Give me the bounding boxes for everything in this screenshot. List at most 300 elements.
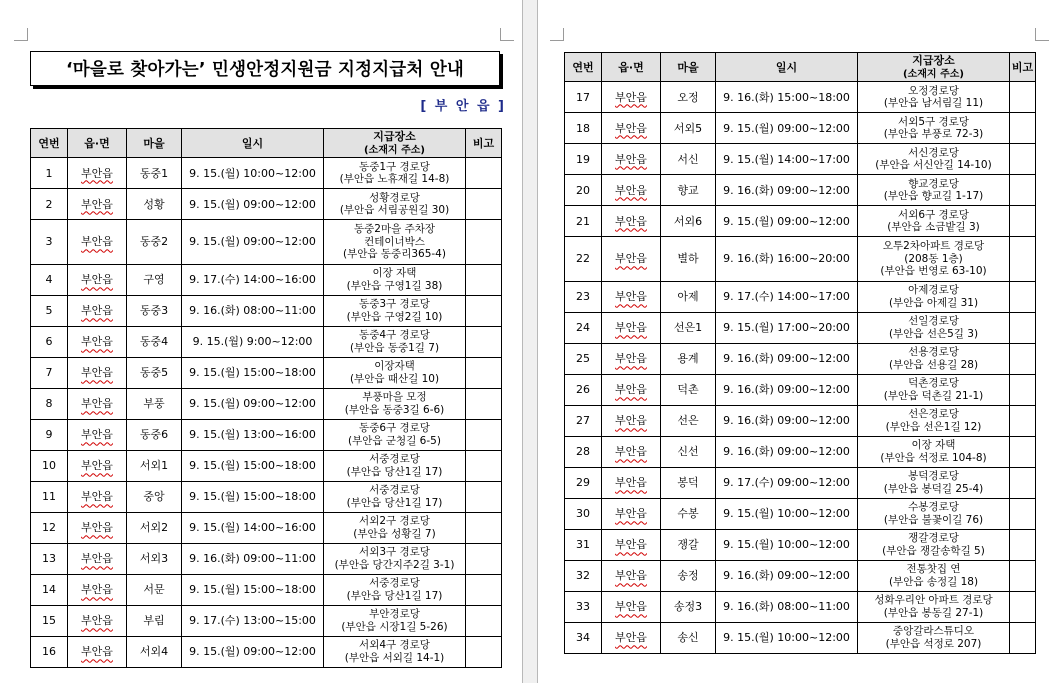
cell-place	[858, 237, 1010, 282]
cell-town-text: 부안읍	[81, 366, 113, 380]
cell-village	[127, 512, 182, 543]
cell-place	[324, 326, 466, 357]
cell-no-text: 8	[45, 397, 53, 411]
cell-no	[31, 605, 68, 636]
cell-datetime-text: 9. 15.(월) 9:00~12:00	[192, 335, 313, 349]
cell-place	[858, 113, 1010, 144]
cell-no-text: 25	[576, 352, 590, 366]
cell-datetime-text: 9. 15.(월) 15:00~18:00	[189, 366, 316, 380]
cell-no	[31, 450, 68, 481]
place-line: (부안읍 소금밭길 3)	[887, 221, 980, 233]
cell-village	[661, 82, 716, 113]
cell-no	[565, 82, 602, 113]
cell-datetime	[716, 312, 858, 343]
header-town: 읍·면	[68, 129, 127, 158]
cell-no	[565, 343, 602, 374]
cell-village-text: 동중6	[139, 428, 169, 442]
cell-place	[858, 498, 1010, 529]
cell-town	[602, 498, 661, 529]
table-row	[565, 144, 1036, 175]
cell-datetime-text: 9. 15.(월) 09:00~12:00	[189, 197, 316, 211]
cell-no	[565, 113, 602, 144]
cell-no-text: 30	[576, 507, 590, 521]
cell-town-text: 부안읍	[615, 152, 647, 166]
cell-note	[466, 189, 502, 220]
cell-town-text: 부안읍	[615, 121, 647, 135]
cell-datetime	[182, 605, 324, 636]
cell-no	[31, 636, 68, 667]
cell-note	[466, 264, 502, 295]
cell-note	[466, 605, 502, 636]
cell-datetime	[182, 357, 324, 388]
cell-no-text: 21	[576, 214, 590, 228]
cell-no-text: 19	[576, 152, 590, 166]
cell-no-text: 4	[45, 273, 53, 287]
cell-datetime-text: 9. 15.(월) 17:00~20:00	[723, 321, 850, 335]
cell-place	[324, 295, 466, 326]
cell-village-text: 향교	[677, 183, 699, 197]
cell-town-text: 부안읍	[615, 352, 647, 366]
cell-town-text: 부안읍	[615, 90, 647, 104]
cell-no	[31, 220, 68, 265]
place-line: (부안읍 쟁갈송학길 5)	[882, 544, 985, 557]
cell-place	[324, 636, 466, 667]
cell-note	[1010, 144, 1036, 175]
cell-town	[602, 82, 661, 113]
cell-datetime	[182, 512, 324, 543]
cell-town-text: 부안읍	[615, 538, 647, 552]
cell-town-text: 부안읍	[615, 183, 647, 197]
cell-place	[858, 281, 1010, 312]
cell-town	[68, 295, 127, 326]
cell-no-text: 17	[576, 90, 590, 104]
cell-village	[127, 636, 182, 667]
cell-village	[661, 560, 716, 591]
cell-village-text: 봉덕	[677, 476, 699, 490]
place-line: 서중경로당	[369, 484, 420, 497]
cell-datetime-text: 9. 17.(수) 13:00~15:00	[189, 614, 316, 628]
cell-note	[466, 158, 502, 189]
table-row	[565, 622, 1036, 653]
cell-datetime	[716, 622, 858, 653]
cell-datetime	[182, 295, 324, 326]
cell-town-text: 부안읍	[81, 397, 113, 411]
cell-town	[68, 189, 127, 220]
cell-place	[324, 189, 466, 220]
cell-village	[127, 295, 182, 326]
table-row	[31, 158, 502, 189]
header-place	[858, 53, 1010, 82]
cell-town-text: 부안읍	[615, 507, 647, 521]
cell-no-text: 15	[42, 614, 56, 628]
header-datetime: 일시	[716, 53, 858, 82]
place-line: (부안읍 석정로 104-8)	[880, 451, 987, 464]
place-line: (부안읍 당간지주2길 3-1)	[334, 558, 455, 571]
cell-village	[127, 450, 182, 481]
cell-note	[466, 220, 502, 265]
cell-no	[565, 436, 602, 467]
cell-datetime	[716, 281, 858, 312]
header-no: 연번	[565, 53, 602, 82]
place-line: 선은경로당	[908, 408, 959, 421]
cell-no-text: 28	[576, 445, 590, 459]
cell-place	[324, 574, 466, 605]
cell-village-text: 선은	[677, 414, 699, 428]
cell-datetime	[716, 237, 858, 282]
cell-village-text: 부풍	[143, 397, 165, 411]
cell-village	[127, 419, 182, 450]
cell-village	[661, 237, 716, 282]
cell-datetime-text: 9. 15.(월) 10:00~12:00	[723, 538, 850, 552]
place-line: (부안읍 때산길 10)	[349, 372, 440, 385]
cell-place	[858, 82, 1010, 113]
cell-town-text: 부안읍	[615, 321, 647, 335]
cell-place	[324, 450, 466, 481]
cell-town-text: 부안읍	[615, 214, 647, 228]
cell-town-text: 부안읍	[81, 197, 113, 211]
cell-datetime-text: 9. 17.(수) 09:00~12:00	[723, 476, 850, 490]
cell-village	[661, 498, 716, 529]
cell-datetime	[182, 326, 324, 357]
cell-no	[565, 144, 602, 175]
cell-no	[31, 481, 68, 512]
table-row	[31, 450, 502, 481]
place-line: (부안읍 아제길 31)	[888, 296, 979, 309]
cell-datetime-text: 9. 17.(수) 14:00~16:00	[189, 273, 316, 287]
cell-place	[324, 357, 466, 388]
header-place-title: 지급장소	[373, 129, 416, 143]
place-line: (부안읍 봉동길 27-1)	[883, 606, 984, 619]
cell-datetime-text: 9. 15.(월) 14:00~16:00	[189, 521, 316, 535]
cell-no-text: 11	[42, 490, 56, 504]
cell-datetime	[716, 113, 858, 144]
cell-datetime	[716, 343, 858, 374]
place-line: (부안읍 선용길 28)	[888, 358, 979, 371]
cell-note	[466, 512, 502, 543]
place-line: (부안읍 번영로 63-10)	[880, 265, 987, 278]
place-line: (부안읍 석정로 207)	[885, 637, 982, 650]
place-line: 컨테이너박스	[364, 235, 425, 248]
cell-place	[324, 543, 466, 574]
cell-village	[661, 281, 716, 312]
cell-note	[1010, 113, 1036, 144]
cell-village	[661, 312, 716, 343]
cell-no	[565, 622, 602, 653]
cell-place	[324, 512, 466, 543]
place-line: (부안읍 선은1길 12)	[885, 420, 982, 433]
header-no: 연번	[31, 129, 68, 158]
place-line: 서외3구 경로당	[359, 546, 430, 559]
cell-town	[602, 206, 661, 237]
document-title: ‘마을로 찾아가는’ 민생안정지원금 지정지급처 안내	[30, 51, 500, 86]
place-line: (부안읍 군청길 6-5)	[348, 434, 441, 447]
place-line: 동중6구 경로당	[359, 422, 430, 435]
table-row	[565, 312, 1036, 343]
cell-village-text: 송신	[677, 631, 699, 645]
cell-village-text: 서외1	[139, 459, 169, 473]
cell-town	[68, 481, 127, 512]
cell-place	[324, 220, 466, 265]
cell-datetime	[716, 175, 858, 206]
table-row	[565, 560, 1036, 591]
cell-no	[565, 405, 602, 436]
cell-town	[68, 388, 127, 419]
place-line: 성황경로당	[369, 191, 420, 204]
cell-town-text: 부안읍	[81, 614, 113, 628]
cell-no-text: 10	[42, 459, 56, 473]
table-row	[31, 388, 502, 419]
cell-village-text: 성황	[143, 197, 165, 211]
cell-no	[31, 357, 68, 388]
cell-note	[466, 543, 502, 574]
cell-note	[466, 574, 502, 605]
cell-note	[1010, 206, 1036, 237]
cell-no-text: 14	[42, 583, 56, 597]
place-line: (부안읍 동중1길 7)	[349, 341, 440, 354]
cell-town	[68, 450, 127, 481]
cell-village-text: 동중2	[139, 235, 169, 249]
cell-village	[127, 220, 182, 265]
place-line: (부안읍 구영2길 10)	[346, 310, 443, 323]
header-place	[324, 129, 466, 158]
document-page-right	[538, 0, 1063, 683]
cell-village	[661, 343, 716, 374]
cell-datetime	[182, 481, 324, 512]
cell-datetime-text: 9. 16.(화) 08:00~11:00	[189, 304, 316, 318]
place-line: 동중2마을 주차장	[353, 223, 436, 236]
cell-town	[68, 158, 127, 189]
cell-note	[466, 419, 502, 450]
cell-no-text: 24	[576, 321, 590, 335]
cell-place	[858, 405, 1010, 436]
cell-village-text: 서외6	[673, 214, 703, 228]
cell-village	[661, 144, 716, 175]
cell-no	[565, 498, 602, 529]
cell-place	[324, 388, 466, 419]
header-datetime: 일시	[182, 129, 324, 158]
cell-village	[661, 405, 716, 436]
cell-datetime-text: 9. 16.(화) 09:00~11:00	[189, 552, 316, 566]
cell-note	[1010, 498, 1036, 529]
cell-town	[602, 374, 661, 405]
cell-town	[602, 591, 661, 622]
cell-no	[565, 374, 602, 405]
cell-village	[661, 206, 716, 237]
cell-no	[31, 512, 68, 543]
cell-datetime	[182, 450, 324, 481]
cell-village	[661, 622, 716, 653]
cell-no	[31, 158, 68, 189]
cell-place	[858, 529, 1010, 560]
cell-town	[602, 175, 661, 206]
table-row	[565, 374, 1036, 405]
table-row	[31, 574, 502, 605]
table-row	[31, 326, 502, 357]
cell-no-text: 12	[42, 521, 56, 535]
cell-datetime-text: 9. 16.(화) 09:00~12:00	[723, 383, 850, 397]
table-row	[31, 189, 502, 220]
cell-place	[324, 605, 466, 636]
cell-village-text: 오정	[677, 90, 699, 104]
table-row	[31, 512, 502, 543]
cell-village	[127, 264, 182, 295]
cell-datetime-text: 9. 17.(수) 14:00~17:00	[723, 290, 850, 304]
cell-town	[602, 237, 661, 282]
table-row	[565, 498, 1036, 529]
cell-no-text: 32	[576, 569, 590, 583]
place-line: 이장자택	[374, 360, 415, 373]
cell-datetime	[182, 189, 324, 220]
cell-town	[68, 574, 127, 605]
place-line: 서신경로당	[908, 146, 959, 159]
cell-datetime-text: 9. 15.(월) 15:00~18:00	[189, 459, 316, 473]
cell-note	[1010, 281, 1036, 312]
cell-town	[602, 560, 661, 591]
place-line: (부안읍 당산1길 17)	[346, 589, 443, 602]
cell-datetime	[182, 636, 324, 667]
table-row	[31, 419, 502, 450]
place-line: 오정경로당	[908, 84, 959, 97]
cell-datetime	[716, 82, 858, 113]
cell-village	[127, 326, 182, 357]
cell-datetime-text: 9. 15.(월) 10:00~12:00	[723, 507, 850, 521]
place-line: 서중경로당	[369, 577, 420, 590]
cell-village	[661, 175, 716, 206]
cell-datetime	[716, 591, 858, 622]
place-line: (부안읍 당산1길 17)	[346, 496, 443, 509]
place-line: (부안읍 송정길 18)	[888, 575, 979, 588]
cell-no	[31, 543, 68, 574]
cell-town	[68, 605, 127, 636]
cell-note	[1010, 374, 1036, 405]
cell-village-text: 용계	[677, 352, 699, 366]
table-row	[565, 237, 1036, 282]
cell-no	[31, 326, 68, 357]
header-village: 마을	[127, 129, 182, 158]
cell-note	[466, 450, 502, 481]
cell-note	[466, 388, 502, 419]
cell-note	[1010, 175, 1036, 206]
cell-town-text: 부안읍	[615, 290, 647, 304]
cell-datetime	[182, 388, 324, 419]
cell-no	[31, 295, 68, 326]
table-row	[31, 220, 502, 265]
cell-note	[1010, 467, 1036, 498]
cell-datetime	[716, 467, 858, 498]
cell-note	[466, 357, 502, 388]
cell-datetime	[716, 144, 858, 175]
cell-no-text: 2	[45, 197, 53, 211]
place-line: (부안읍 불꽃이길 76)	[883, 513, 984, 526]
distribution-table-left	[30, 128, 502, 668]
cell-village-text: 쟁갈	[677, 538, 699, 552]
cell-village-text: 동중5	[139, 366, 169, 380]
cell-village-text: 중앙	[143, 490, 165, 504]
place-line: 서외4구 경로당	[359, 639, 430, 652]
cell-note	[466, 326, 502, 357]
place-line: 선용경로당	[908, 346, 959, 359]
header-place-sub: (소재지 주소)	[903, 68, 964, 80]
cell-note	[1010, 312, 1036, 343]
cell-no-text: 3	[45, 235, 53, 249]
cell-datetime-text: 9. 16.(화) 09:00~12:00	[723, 445, 850, 459]
cell-place	[858, 206, 1010, 237]
place-line: 수봉경로당	[908, 501, 959, 514]
cell-no-text: 16	[42, 645, 56, 659]
cell-town-text: 부안읍	[615, 445, 647, 459]
place-line: 봉덕경로당	[908, 470, 959, 483]
place-line: 서외5구 경로당	[898, 115, 969, 128]
cell-town-text: 부안읍	[81, 304, 113, 318]
place-line: 성화우리안 아파트 경로당	[874, 594, 993, 607]
place-line: (부안읍 동중리365-4)	[343, 248, 446, 261]
table-row	[565, 82, 1036, 113]
cell-town-text: 부안읍	[81, 583, 113, 597]
place-line: (부안읍 동중3길 6-6)	[344, 403, 445, 416]
cell-town	[68, 357, 127, 388]
cell-datetime	[716, 498, 858, 529]
cell-place	[858, 591, 1010, 622]
cell-datetime-text: 9. 15.(월) 15:00~18:00	[189, 583, 316, 597]
cell-no	[565, 312, 602, 343]
cell-place	[324, 264, 466, 295]
cell-town-text: 부안읍	[615, 631, 647, 645]
cell-no	[565, 281, 602, 312]
table-row	[565, 467, 1036, 498]
place-line: 부풍마을 모정	[362, 391, 427, 404]
distribution-table-right	[564, 52, 1036, 654]
cell-town	[68, 419, 127, 450]
cell-town	[602, 144, 661, 175]
place-line: 서중경로당	[369, 453, 420, 466]
cell-no	[31, 388, 68, 419]
cell-town-text: 부안읍	[615, 569, 647, 583]
cell-place	[858, 312, 1010, 343]
cell-datetime-text: 9. 16.(화) 09:00~12:00	[723, 183, 850, 197]
cell-no	[31, 419, 68, 450]
table-row	[565, 405, 1036, 436]
cell-place	[858, 622, 1010, 653]
cell-town	[602, 622, 661, 653]
header-town: 읍·면	[602, 53, 661, 82]
cell-town	[602, 405, 661, 436]
cell-datetime-text: 9. 15.(월) 09:00~12:00	[723, 214, 850, 228]
cell-no-text: 13	[42, 552, 56, 566]
cell-village	[661, 374, 716, 405]
cell-village	[127, 388, 182, 419]
cell-village-text: 서문	[143, 583, 165, 597]
cell-datetime	[182, 419, 324, 450]
cell-datetime-text: 9. 15.(월) 09:00~12:00	[723, 121, 850, 135]
table-row	[31, 295, 502, 326]
table-row	[31, 357, 502, 388]
cell-no-text: 23	[576, 290, 590, 304]
cell-village-text: 송정	[677, 569, 699, 583]
cell-town-text: 부안읍	[615, 252, 647, 266]
cell-place	[858, 144, 1010, 175]
cell-village	[127, 481, 182, 512]
cell-no	[31, 574, 68, 605]
cell-village-text: 서외3	[139, 552, 169, 566]
cell-datetime-text: 9. 15.(월) 10:00~12:00	[723, 631, 850, 645]
place-line: 이장 자택	[372, 267, 417, 280]
cell-datetime-text: 9. 16.(화) 16:00~20:00	[723, 252, 850, 266]
cell-town	[602, 467, 661, 498]
table-row	[565, 436, 1036, 467]
cell-town-text: 부안읍	[81, 273, 113, 287]
cell-village-text: 부림	[143, 614, 165, 628]
cell-no-text: 31	[576, 538, 590, 552]
